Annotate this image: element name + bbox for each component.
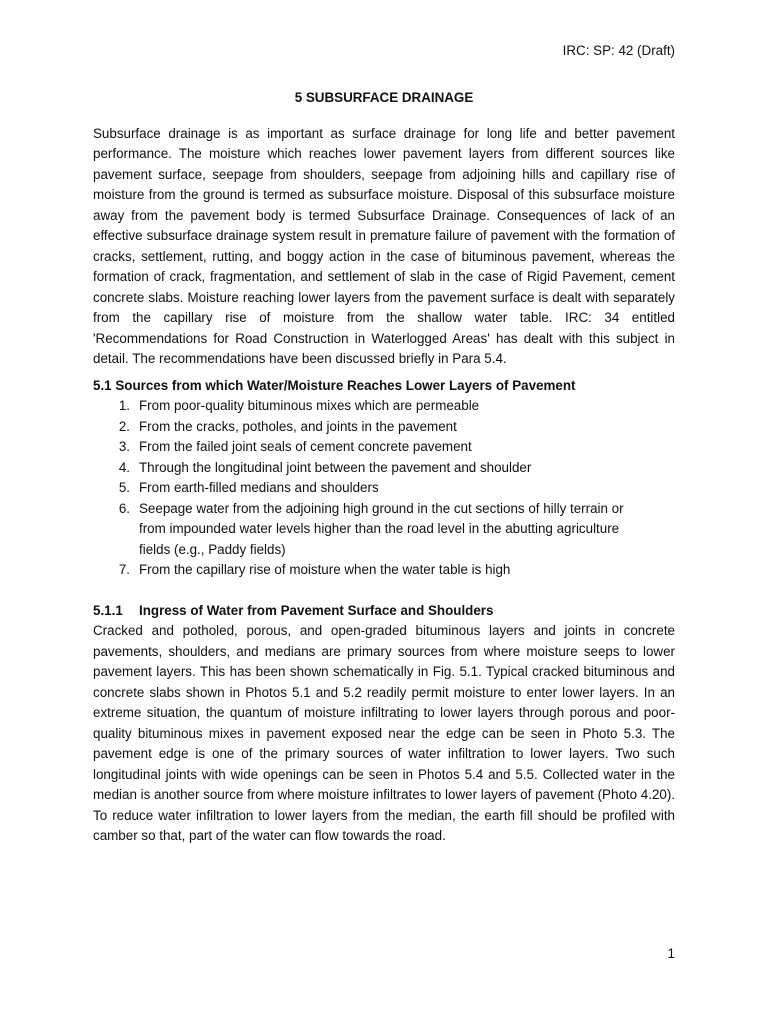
list-item-text: From earth-filled medians and shoulders bbox=[139, 480, 379, 495]
list-item bbox=[93, 499, 675, 561]
list-item-text: From the cracks, potholes, and joints in the pavement bbox=[139, 418, 457, 434]
list-item-text: From the failed joint seals of cement concrete pavement bbox=[139, 439, 472, 454]
list-item-number: 1. bbox=[118, 398, 130, 413]
intro-paragraph: Subsurface drainage is as important as surface drainage for long life and better pavement performance. The moisture which reaches lower pavement layers from different sources like pavement surface, seepage from shoulders, seepage from adjoining hills and capillary rise of moisture from the ground is termed as subsurface moisture. Disposal of this subsurface moisture away from the pavement body is termed Subsurface Drainage. Consequences of lack of an effective subsurface drainage system result in premature failure of pavement with the formation of cracks, settlement, rutting, and boggy action in the case of bituminous pavement, whereas the formation of crack, fragmentation, and settlement of slab in the case of Rigid Pavement, cement concrete slabs. Moisture reaching lower layers from the pavement surface is dealt with separately from the capillary rise of moisture from the shallow water table. IRC: 34 entitled 'Recommendations for Road Construction in Waterlogged Areas' has dealt with this subject in detail. The recommendations have been discussed briefly in Para 5.4. bbox=[93, 125, 675, 366]
list-item-number: 2. bbox=[118, 418, 130, 434]
list-item-text: From the capillary rise of moisture when the water table is high bbox=[139, 562, 511, 577]
list-item-number: 6. bbox=[118, 500, 130, 516]
list-item-text: From poor-quality bituminous mixes which are permeable bbox=[139, 398, 480, 413]
list-item bbox=[93, 478, 675, 499]
section-5-1-1-heading bbox=[93, 601, 675, 622]
list-item-number: 5. bbox=[118, 480, 130, 495]
list-item-number: 4. bbox=[118, 459, 130, 475]
list-item-text: Through the longitudinal joint between the pavement and shoulder bbox=[139, 459, 532, 475]
section-5-1-1-paragraph: Cracked and potholed, porous, and open-graded bituminous layers and joints in concrete pavements, shoulders, and medians are primary sources from where moisture seeps to lower pavement layers. This has been shown schematically in Fig. 5.1. Typical cracked bituminous and concrete slabs shown in Photos 5.1 and 5.2 readily permit moisture to enter lower layers. In an extreme situation, the quantum of moisture infiltrating to lower layers through porous and poor-quality bituminous mixes in pavement exposed near the edge can be seen in Photo 5.3. The pavement edge is one of the primary sources of water infiltration to lower layers. Two such longitudinal joints with wide openings can be seen in Photos 5.4 and 5.5. Collected water in the median is another source from where moisture infiltrates to lower layers of pavement (Photo 4.20). To reduce water infiltration to lower layers from the median, the earth fill should be profiled with camber so that, part of the water can flow towards the road. bbox=[93, 623, 676, 843]
section-5-1-1-title: Ingress of Water from Pavement Surface and Shoulders bbox=[139, 602, 494, 618]
page-content bbox=[93, 88, 675, 847]
list-item bbox=[93, 560, 675, 581]
list-item bbox=[93, 396, 675, 417]
list-item-number: 7. bbox=[118, 562, 130, 577]
section-5-1-1-number: 5.1.1 bbox=[93, 602, 123, 618]
list-item bbox=[93, 458, 675, 479]
chapter-title: 5 SUBSURFACE DRAINAGE bbox=[294, 90, 474, 105]
moisture-sources-list bbox=[93, 396, 675, 581]
document-reference-header: IRC: SP: 42 (Draft) bbox=[562, 43, 675, 58]
list-item bbox=[93, 417, 675, 438]
page-number: 1 bbox=[667, 946, 675, 961]
list-item-number: 3. bbox=[118, 439, 130, 454]
list-item-text: Seepage water from the adjoining high ground in the cut sections of hilly terrain or from impounded water levels higher than the road level in the abutting agriculture fields (e.g., Paddy fields) bbox=[139, 500, 624, 557]
list-item bbox=[93, 437, 675, 458]
section-5-1-heading: 5.1 Sources from which Water/Moisture Reaches Lower Layers of Pavement bbox=[93, 377, 576, 393]
